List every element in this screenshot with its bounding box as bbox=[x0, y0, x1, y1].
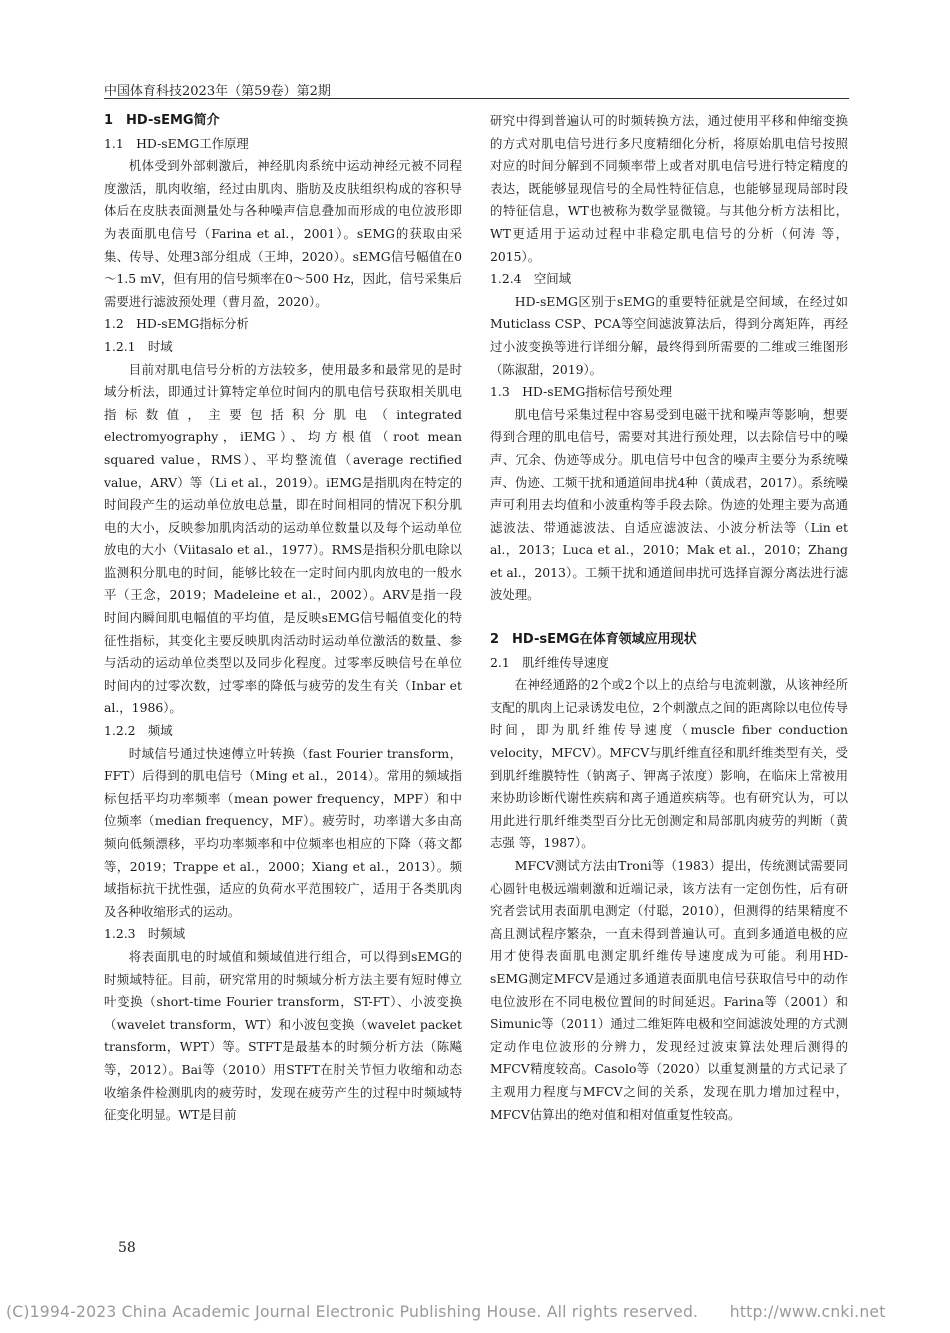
section-2-title: 2 HD-sEMG在体育领域应用现状 bbox=[490, 632, 697, 648]
section-1-1-title: 1.1 HD-sEMG工作原理 bbox=[104, 135, 249, 151]
running-header: 中国体育科技2023年（第59卷）第2期 bbox=[104, 84, 331, 99]
copyright-footer: (C)1994-2023 China Academic Journal Electronic Publishing House. All rights reserved. http://www.cnki.net bbox=[6, 1303, 886, 1321]
section-1-3-title: 1.3 HD-sEMG指标信号预处理 bbox=[490, 384, 672, 400]
paragraph: 机体受到外部刺激后，神经肌肉系统中运动神经元被不同程度激活，肌肉收缩，经过由肌肉、脂肪及皮肤组织构成的容积导体后在皮肤表面测量处与各种噪声信息叠加而形成的电位波形即为表面肌电信号（Farina et al.，2001）。sEMG的获取由采集、传导、处理3部分组成（王坤，2020）。sEMG信号幅值在0～1.5 mV，但有用的信号频率在0～500 Hz，因此，信号采集后需要进行滤波预处理（曹月盈，2020）。 bbox=[104, 158, 462, 309]
paragraph: 目前对肌电信号分析的方法较多，使用最多和最常见的是时域分析法，即通过计算特定单位时间内的肌电信号获取相关肌电指标数值，主要包括积分肌电（integrated electromyography，iEMG）、均方根值（root mean squared value，RMS）、平均整流值（average rectified value，ARV）等（Li et al.，2019）。iEMG是指肌肉在特定的时间段产生的运动单位放电总量，即在时间相同的情况下积分肌电的大小，反映参加肌肉活动的运动单位数量以及每个运动单位放电的大小（Viitasalo et al.，1977）。RMS是指积分肌电除以监测积分肌电的时间，能够比较在一定时间内肌肉放电的一般水平（王念，2019；Madeleine et al.，2002）。ARV是指一段时间内瞬间肌电幅值的平均值，是反映sEMG信号幅值变化的特征性指标，其变化主要反映肌肉活动时运动单位激活的数量、参与活动的运动单位类型以及同步化程度。过零率反映信号在单位时间内的过零次数，过零率的降低与疲劳的发生有关（Inbar et al.，1986）。 bbox=[104, 361, 462, 716]
section-1-2-title: 1.2 HD-sEMG指标分析 bbox=[104, 316, 249, 332]
paragraph-continuation: 研究中得到普遍认可的时频转换方法，通过使用平移和伸缩变换的方式对肌电信号进行多尺度精细化分析，将原始肌电信号按照对应的时间分解到不同频率带上或者对肌电信号进行特定精度的表达，既能够显现信号的全局性特征信息，也能够显现局部时段的特征信息，WT也被称为数学显微镜。与其他分析方法相比，WT更适用于运动过程中非稳定肌电信号的分析（何涛 等，2015）。 bbox=[490, 113, 848, 264]
paragraph: 肌电信号采集过程中容易受到电磁干扰和噪声等影响，想要得到合理的肌电信号，需要对其进行预处理，以去除信号中的噪声、冗余、伪迹等成分。肌电信号中包含的噪声主要分为系统噪声、伪迹、工频干扰和通道间串扰4种（黄成君，2017）。系统噪声可利用去均值和小波重构等手段去除。伪迹的处理主要为高通滤波法、带通滤波法、自适应滤波法、小波分析法等（Lin et al.，2013；Luca et al.，2010；Mak et al.，2010；Zhang et al.，2013）。工频干扰和通道间串扰可选择盲源分离法进行滤波处理。 bbox=[490, 406, 848, 603]
paragraph: HD-sEMG区别于sEMG的重要特征就是空间域，在经过如Muticlass CSP、PCA等空间滤波算法后，得到分离矩阵，再经过小波变换等进行详细分解，最终得到所需要的二维或三维图形（陈淑甜，2019）。 bbox=[490, 293, 848, 377]
right-column bbox=[490, 110, 848, 1126]
paragraph: 时域信号通过快速傅立叶转换（fast Fourier transform，FFT）后得到的肌电信号（Ming et al.，2014）。常用的频域指标包括平均功率频率（mean power frequency，MPF）和中位频率（median frequency，MF）。疲劳时，功率谱大多由高频向低频漂移，平均功率频率和中位频率也相应的下降（蒋文都 等，2019；Trappe et al.，2000；Xiang et al.，2013）。频域指标抗干扰性强，适应的负荷水平范围较广，适用于各类肌肉及各种收缩形式的运动。 bbox=[104, 745, 462, 919]
section-1-2-2-title: 1.2.2 频域 bbox=[104, 723, 173, 739]
left-column bbox=[104, 110, 462, 1127]
section-1-2-1-title: 1.2.1 时域 bbox=[104, 338, 173, 354]
section-2-1-title: 2.1 肌纤维传导速度 bbox=[490, 654, 609, 670]
paragraph: MFCV测试方法由Troni等（1983）提出，传统测试需要同心圆针电极远端刺激和近端记录，该方法有一定创伤性，后有研究者尝试用表面肌电测定（付聪，2010），但测得的结果精度不高且测试程序繁杂，一直未得到普遍认可。直到多通道电极的应用才使得表面肌电测定肌纤维传导速度成为可能。利用HD-sEMG测定MFCV是通过多通道表面肌电信号获取信号中的动作电位波形在不同电极位置间的时间延迟。Farina等（2001）和Simunic等（2011）通过二维矩阵电极和空间滤波处理的方式测定动作电位波形的分辨力，发现经过波束算法处理后测得的MFCV精度较高。Casolo等（2020）以重复测量的方式记录了主观用力程度与MFCV之间的关系，发现在肌力增加过程中，MFCV估算出的绝对值和相对值重复性较高。 bbox=[490, 858, 848, 1122]
section-1-title: 1 HD-sEMG简介 bbox=[104, 113, 220, 128]
paragraph: 在神经通路的2个或2个以上的点给与电流刺激，从该神经所支配的肌肉上记录诱发电位，2个刺激点之间的距离除以电位传导时间，即为肌纤维传导速度（muscle fiber conduction velocity，MFCV）。MFCV与肌纤维直径和肌纤维类型有关，受到肌纤维膜特性（钠离子、钾离子浓度）影响，在临床上常被用来协助诊断代谢性疾病和离子通道疾病等。也有研究认为，可以用此进行肌纤维类型百分比无创测定和局部肌肉疲劳的判断（黄志强 等，1987）。 bbox=[490, 677, 848, 851]
page-number: 58 bbox=[118, 1240, 136, 1256]
section-1-2-3-title: 1.2.3 时频域 bbox=[104, 926, 186, 942]
paragraph: 将表面肌电的时域值和频域值进行组合，可以得到sEMG的时频域特征。目前，研究常用的时频域分析方法主要有短时傅立叶变换（short-time Fourier transform，ST-FT）、小波变换（wavelet transform，WT）和小波包变换（wavelet packet transform，WPT）等。STFT是最基本的时频分析方法（陈飚 等，2012）。Bai等（2010）用STFT在肘关节恒力收缩和动态收缩条件检测肌肉的疲劳时，发现在疲劳产生的过程中时频域特征变化明显。WT是目前 bbox=[104, 948, 462, 1123]
header-rule bbox=[104, 98, 849, 99]
section-1-2-4-title: 1.2.4 空间域 bbox=[490, 271, 572, 287]
section-gap bbox=[490, 607, 848, 629]
